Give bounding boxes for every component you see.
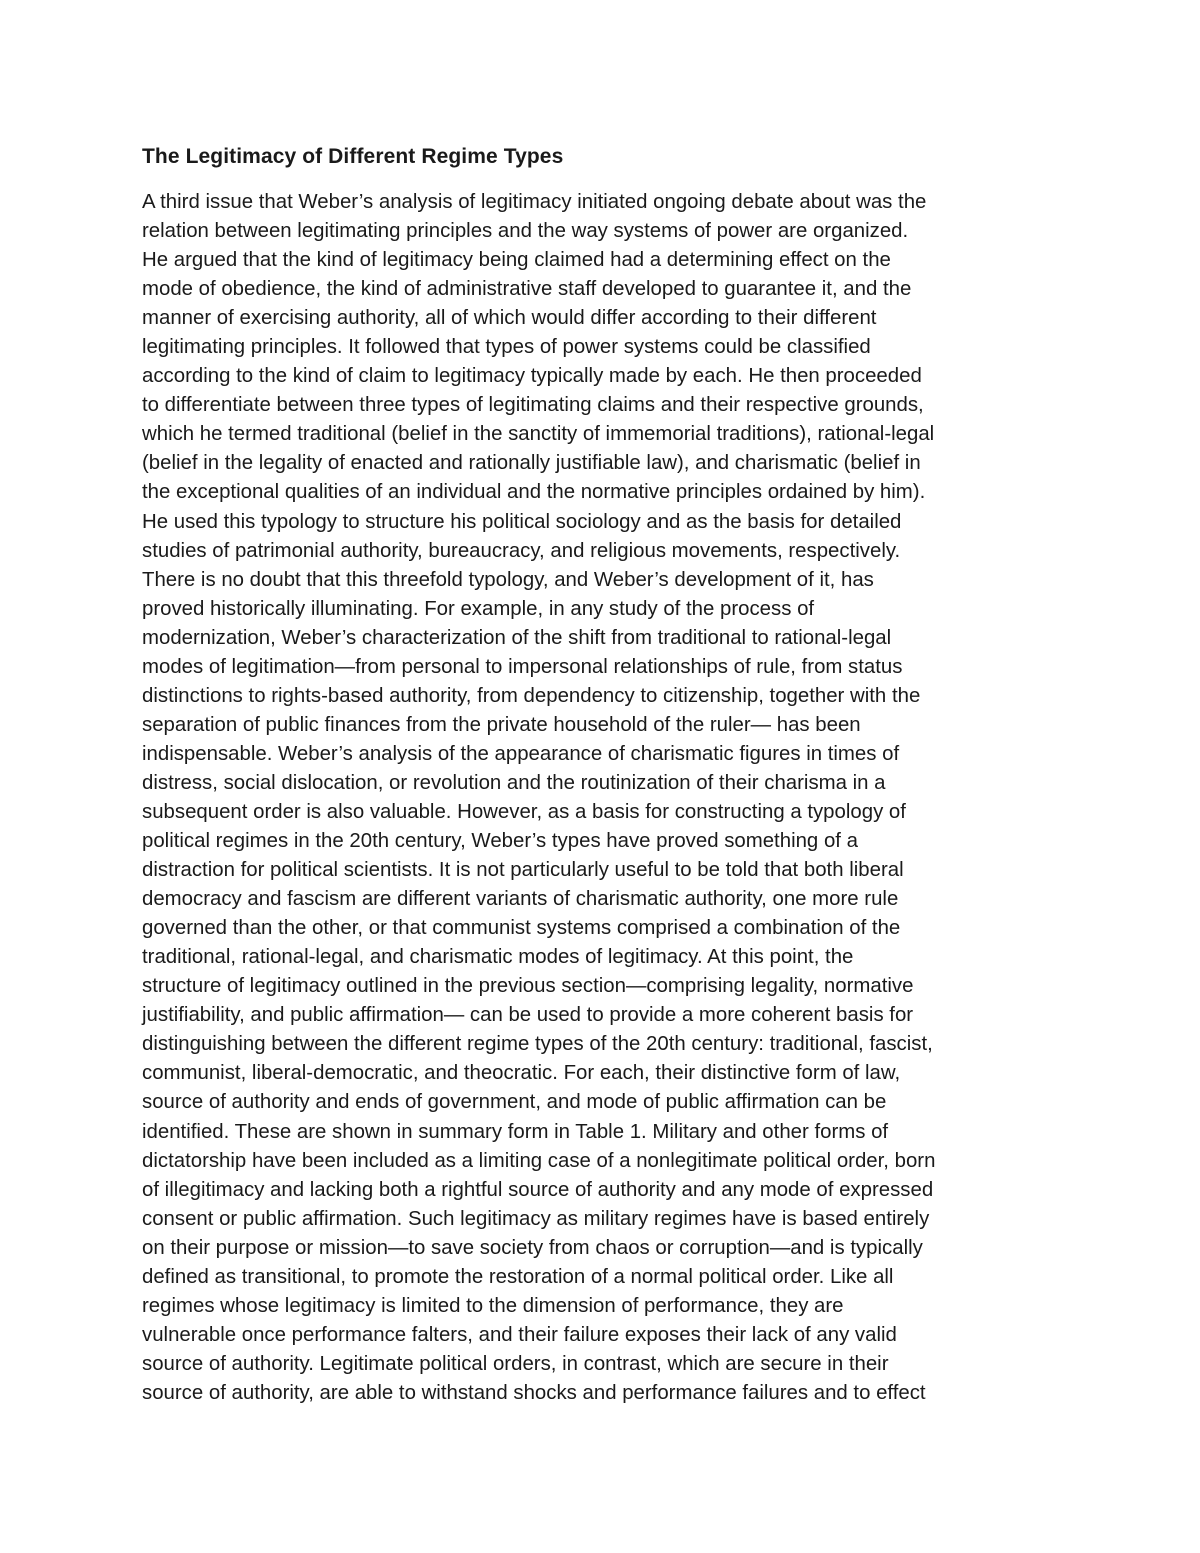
- text-line: democracy and fascism are different variants of charismatic authority, one more rule: [142, 888, 899, 911]
- text-line: He argued that the kind of legitimacy being claimed had a determining effect on the: [142, 249, 891, 272]
- body-paragraph: [142, 188, 1082, 1408]
- text-line: studies of patrimonial authority, bureaucracy, and religious movements, respectively.: [142, 539, 901, 562]
- text-line: legitimating principles. It followed that types of power systems could be classified: [142, 336, 871, 359]
- text-line: traditional, rational-legal, and charismatic modes of legitimacy. At this point, the: [142, 946, 854, 969]
- text-line: defined as transitional, to promote the restoration of a normal political order. Like all: [142, 1265, 894, 1288]
- text-line: on their purpose or mission—to save society from chaos or corruption—and is typically: [142, 1236, 923, 1259]
- text-line: modes of legitimation—from personal to impersonal relationships of rule, from status: [142, 655, 903, 678]
- text-line: manner of exercising authority, all of which would differ according to their different: [142, 307, 877, 330]
- text-line: regimes whose legitimacy is limited to the dimension of performance, they are: [142, 1294, 844, 1317]
- text-line: relation between legitimating principles and the way systems of power are organized.: [142, 220, 909, 243]
- text-line: political regimes in the 20th century, Weber’s types have proved something of a: [142, 830, 858, 853]
- text-line: modernization, Weber’s characterization of the shift from traditional to rational-legal: [142, 626, 892, 649]
- text-line: which he termed traditional (belief in the sanctity of immemorial traditions), rational-legal: [142, 423, 935, 446]
- text-line: source of authority and ends of government, and mode of public affirmation can be: [142, 1091, 887, 1114]
- text-line: (belief in the legality of enacted and rationally justifiable law), and charismatic (belief in: [142, 452, 921, 475]
- text-line: identified. These are shown in summary form in Table 1. Military and other forms of: [142, 1120, 889, 1143]
- text-line: according to the kind of claim to legitimacy typically made by each. He then proceeded: [142, 365, 922, 388]
- text-line: dictatorship have been included as a limiting case of a nonlegitimate political order, born: [142, 1149, 936, 1172]
- text-line: mode of obedience, the kind of administrative staff developed to guarantee it, and the: [142, 278, 912, 301]
- text-line: distinctions to rights-based authority, from dependency to citizenship, together with the: [142, 684, 921, 707]
- text-line: source of authority. Legitimate political orders, in contrast, which are secure in their: [142, 1352, 889, 1375]
- text-line: governed than the other, or that communist systems comprised a combination of the: [142, 917, 901, 940]
- text-line: A third issue that Weber’s analysis of legitimacy initiated ongoing debate about was the: [142, 191, 927, 213]
- text-line: structure of legitimacy outlined in the previous section—comprising legality, normative: [142, 975, 914, 998]
- text-line: He used this typology to structure his political sociology and as the basis for detailed: [142, 510, 902, 533]
- text-line: distraction for political scientists. It is not particularly useful to be told that both liberal: [142, 859, 904, 882]
- text-line: to differentiate between three types of legitimating claims and their respective grounds,: [142, 394, 924, 417]
- text-line: distinguishing between the different regime types of the 20th century: traditional, fascist,: [142, 1033, 933, 1056]
- text-line: proved historically illuminating. For example, in any study of the process of: [142, 597, 815, 620]
- text-line: separation of public finances from the private household of the ruler— has been: [142, 713, 861, 736]
- text-line: the exceptional qualities of an individual and the normative principles ordained by him).: [142, 481, 926, 504]
- text-line: of illegitimacy and lacking both a rightful source of authority and any mode of expressed: [142, 1178, 934, 1201]
- text-line: There is no doubt that this threefold typology, and Weber’s development of it, has: [142, 568, 874, 591]
- text-line: indispensable. Weber’s analysis of the appearance of charismatic figures in times of: [142, 742, 900, 765]
- text-line: distress, social dislocation, or revolution and the routinization of their charisma in a: [142, 771, 886, 794]
- text-line: subsequent order is also valuable. However, as a basis for constructing a typology of: [142, 800, 906, 823]
- text-line: source of authority, are able to withstand shocks and performance failures and to effect: [142, 1381, 926, 1404]
- text-line: communist, liberal-democratic, and theocratic. For each, their distinctive form of law,: [142, 1062, 901, 1085]
- text-line: justifiability, and public affirmation— can be used to provide a more coherent basis for: [142, 1004, 914, 1027]
- text-line: vulnerable once performance falters, and their failure exposes their lack of any valid: [142, 1323, 897, 1346]
- section-heading: The Legitimacy of Different Regime Types: [142, 145, 564, 168]
- text-line: consent or public affirmation. Such legitimacy as military regimes have is based entirely: [142, 1207, 930, 1230]
